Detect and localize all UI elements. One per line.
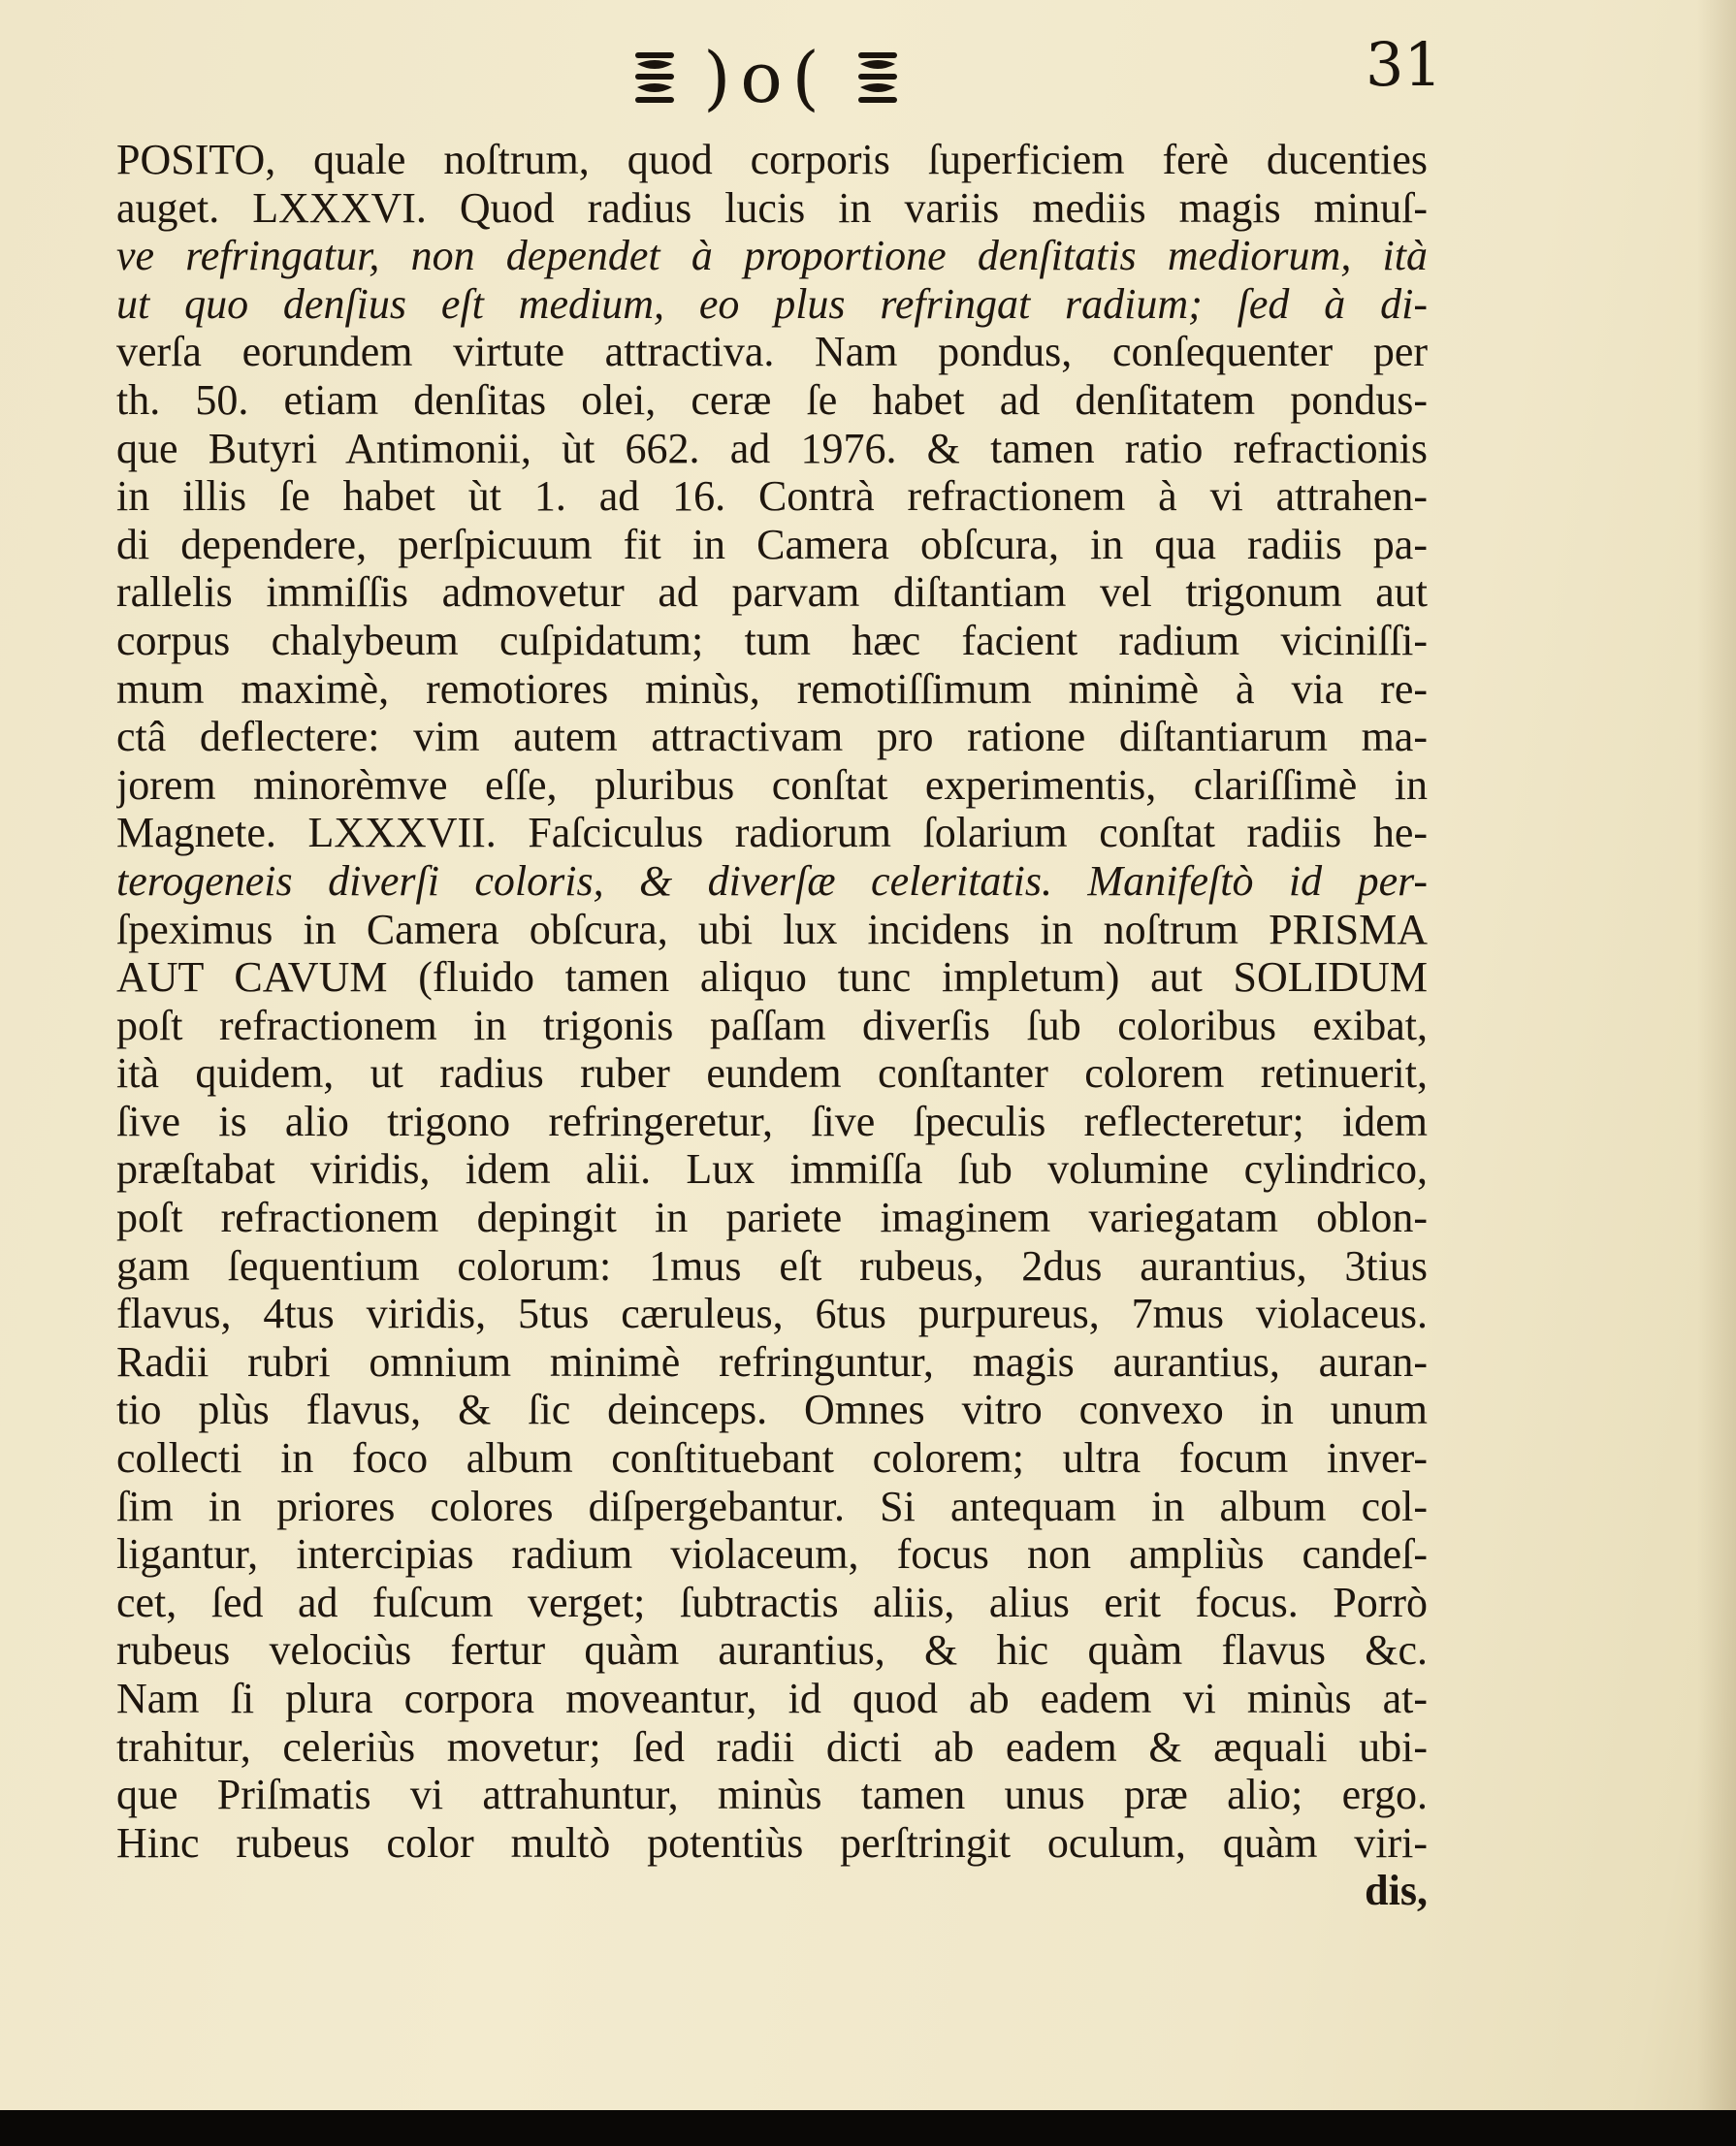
printers-ornament-icon — [854, 48, 901, 107]
text-line: que Butyri Antimonii, ùt 662. ad 1976. & tamen ratio refractionis — [116, 424, 1428, 472]
text-line: Hinc rubeus color multò potentiùs perſtringit oculum, quàm viri- — [116, 1818, 1428, 1867]
text-line: flavus, 4tus viridis, 5tus cæruleus, 6tus purpureus, 7mus violaceus. — [116, 1290, 1428, 1338]
text-line: trahitur, celeriùs movetur; ſed radii dicti ab eadem & æquali ubi- — [116, 1722, 1428, 1771]
running-head — [543, 39, 989, 116]
text-line: Magnete. LXXXVII. Faſciculus radiorum ſolarium conſtat radiis he- — [116, 809, 1428, 857]
text-line: Nam ſi plura corpora moveantur, id quod ab eadem vi minùs at- — [116, 1675, 1428, 1722]
text-line: di dependere, perſpicuum fit in Camera obſcura, in qua radiis pa- — [116, 520, 1428, 568]
page-number: 31 — [1366, 29, 1442, 100]
text-line: th. 50. etiam denſitas olei, ceræ ſe habet ad denſitatem pondus- — [116, 375, 1428, 424]
text-line: ſim in priores colores diſpergebantur. Si antequam in album col- — [116, 1482, 1428, 1530]
text-line: ctâ deflectere: vim autem attractivam pro ratione diſtantiarum ma- — [116, 713, 1428, 761]
text-line: collecti in foco album conſtituebant colorem; ultra focum inver- — [116, 1434, 1428, 1483]
text-line: mum maximè, remotiores minùs, remotiſſimum minimè à via re- — [116, 664, 1428, 713]
text-line: Radii rubri omnium minimè refringuntur, magis aurantius, auran- — [116, 1337, 1428, 1386]
text-line: ſpeximus in Camera obſcura, ubi lux incidens in noſtrum PRISMA — [116, 905, 1428, 953]
text-line: terogeneis diverſi coloris, & diverſæ celeritatis. Manifeſtò id per- — [116, 856, 1428, 905]
text-line: cet, ſed ad fuſcum verget; ſubtractis aliis, alius erit focus. Porrò — [116, 1578, 1428, 1626]
text-line: que Priſmatis vi attrahuntur, minùs tamen unus præ alio; ergo. — [116, 1771, 1428, 1819]
text-line: jorem minorèmve eſſe, pluribus conſtat experimentis, clariſſimè in — [116, 760, 1428, 809]
text-line: verſa eorundem virtute attractiva. Nam pondus, conſequenter per — [116, 328, 1428, 376]
text-line: ità quidem, ut radius ruber eundem conſtanter colorem retinuerit, — [116, 1049, 1428, 1098]
text-line: præſtabat viridis, idem alii. Lux immiſſa ſub volumine cylindrico, — [116, 1145, 1428, 1194]
text-line: ligantur, intercipias radium violaceum, focus non ampliùs candeſ- — [116, 1530, 1428, 1579]
text-line: corpus chalybeum cuſpidatum; tum hæc facient radium viciniſſi- — [116, 616, 1428, 664]
text-line: ut quo denſius eſt medium, eo plus refringat radium; ſed à di- — [116, 279, 1428, 328]
text-line: poſt refractionem in trigonis paſſam diverſis ſub coloribus exibat, — [116, 1001, 1428, 1049]
text-line: gam ſequentium colorum: 1mus eſt rubeus, 2dus aurantius, 3tius — [116, 1241, 1428, 1290]
text-line: poſt refractionem depingit in pariete imaginem variegatam oblon- — [116, 1194, 1428, 1242]
text-line: tio plùs flavus, & ſic deinceps. Omnes vitro convexo in unum — [116, 1386, 1428, 1434]
catchword: dis, — [1365, 1867, 1428, 1915]
text-line: in illis ſe habet ùt 1. ad 16. Contrà refractionem à vi attrahen- — [116, 472, 1428, 521]
text-line: rallelis immiſſis admovetur ad parvam diſtantiam vel trigonum aut — [116, 568, 1428, 617]
body-text — [116, 136, 1428, 1915]
text-line: auget. LXXXVI. Quod radius lucis in variis mediis magis minuſ- — [116, 183, 1428, 232]
text-line: ve refringatur, non dependet à proportione denſitatis mediorum, ità — [116, 232, 1428, 280]
text-line: rubeus velociùs fertur quàm aurantius, & hic quàm flavus &c. — [116, 1626, 1428, 1675]
scan-border — [0, 2110, 1736, 2146]
text-line: AUT CAVUM (fluido tamen aliquo tunc impletum) aut SOLIDUM — [116, 953, 1428, 1002]
printers-ornament-icon — [631, 48, 678, 107]
text-line: POSITO, quale noſtrum, quod corporis ſuperficiem ferè ducenties — [116, 136, 1428, 183]
text-line: ſive is alio trigono refringeretur, ſive ſpeculis reflecteretur; idem — [116, 1097, 1428, 1145]
running-head-text: )o( — [703, 37, 829, 118]
